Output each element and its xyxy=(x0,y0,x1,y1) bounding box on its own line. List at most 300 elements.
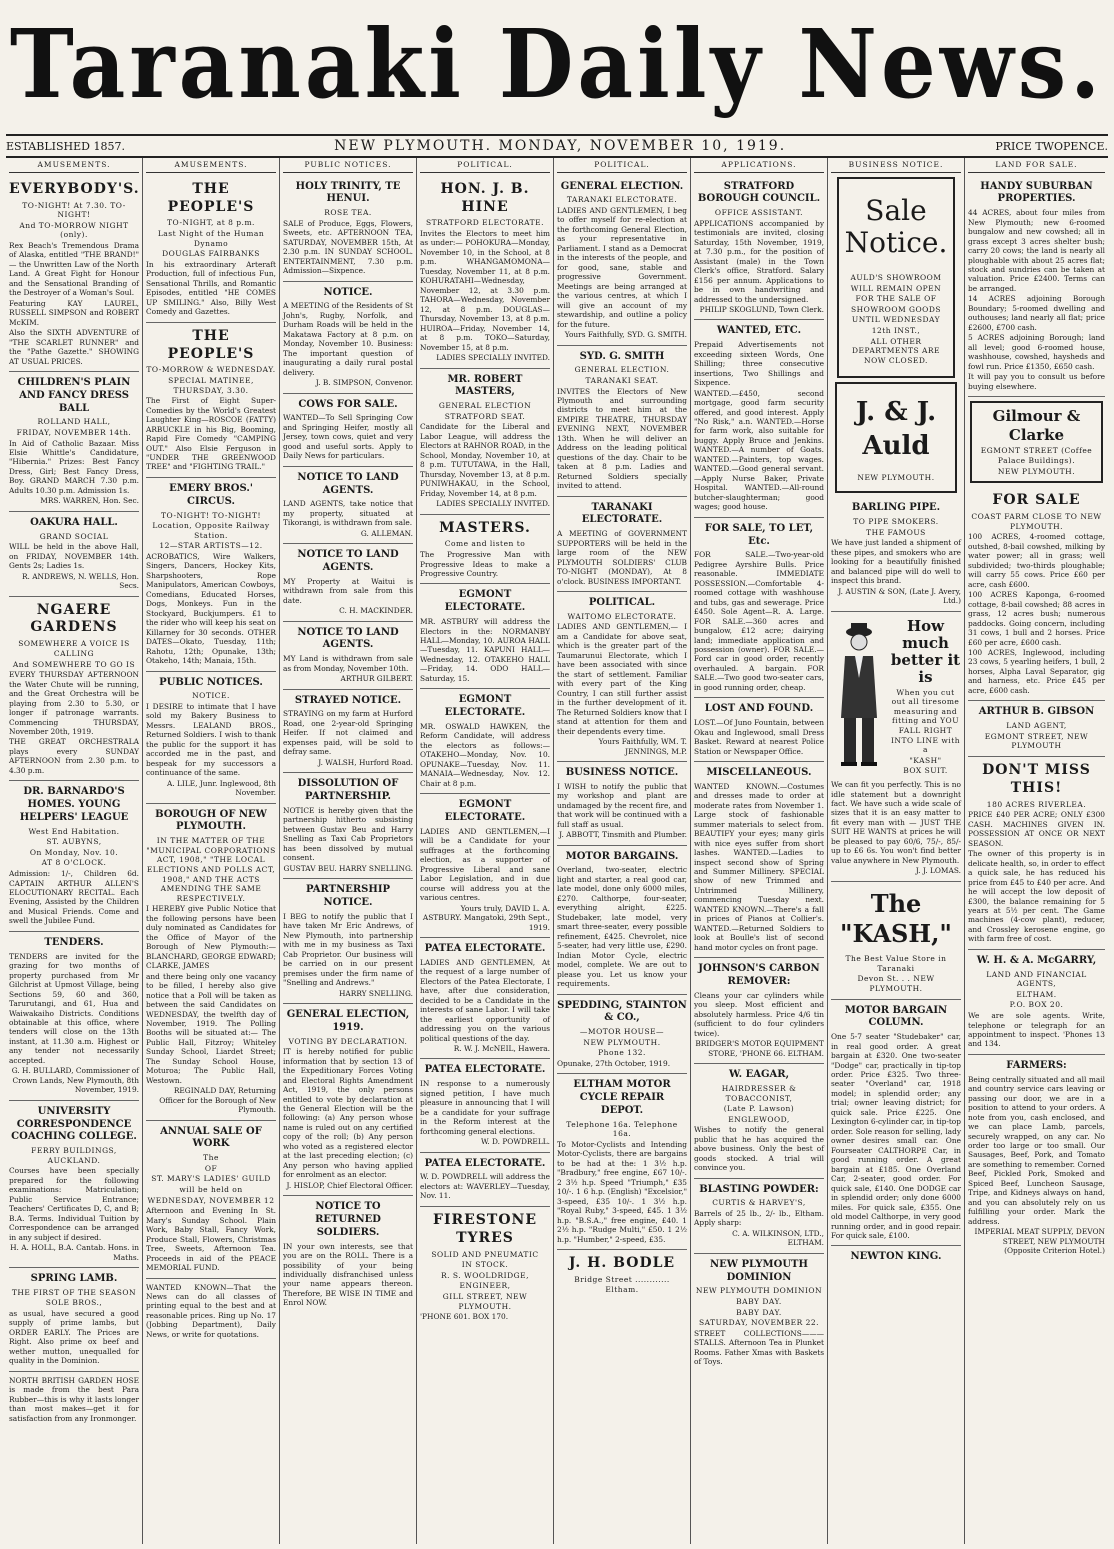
advert-body: NORTH BRITISH GARDEN HOSE is made from the best Para Rubber—this is why it lasts longer than most makes—get it for satisfaction from any Ironmonger. xyxy=(9,1375,139,1423)
advert-subhead: will be held on xyxy=(179,1185,243,1195)
advert-block xyxy=(420,689,550,794)
column-heading: POLITICAL. xyxy=(557,158,687,173)
advert-body: NOTICE is hereby given that the partnership hitherto subsisting between Gustav Beu and Harry Snelling as Taxi Cab Proprietors has been dissolved by mutual consent. xyxy=(283,805,413,863)
advert-title: PARTNERSHIP NOTICE. xyxy=(305,884,391,908)
column-5 xyxy=(554,158,691,1544)
advert-subhead: Devon St. . . NEW PLYMOUTH. xyxy=(857,974,935,993)
kash-line: BOX SUIT. xyxy=(903,766,948,776)
advert-block xyxy=(283,544,413,621)
advert-title: FARMERS: xyxy=(1006,1059,1067,1071)
advert-block xyxy=(283,773,413,879)
man-in-suit-illustration xyxy=(831,618,887,768)
advert-block xyxy=(146,1279,276,1345)
advert-subhead: SOMEWHERE A VOICE IS CALLING xyxy=(18,639,130,658)
advert-subhead: 12—STAR ARTISTS—12. xyxy=(159,541,263,551)
price-label: PRICE TWOPENCE. xyxy=(995,139,1108,153)
advert-title: ANNUAL SALE OF WORK xyxy=(160,1125,262,1150)
advert-subhead: FERRY BUILDINGS, AUCKLAND. xyxy=(31,1146,117,1165)
advert-subhead: WAITOMO ELECTORATE. xyxy=(567,611,677,621)
advert-title: NGAERE GARDENS xyxy=(30,601,118,636)
advert-block xyxy=(420,1153,550,1207)
advert-body: Featuring KAY LAUREL, RUSSELL SIMPSON and ROBERT McKIM. xyxy=(9,298,139,327)
advert-subhead: On Monday, Nov. 10. xyxy=(29,847,119,857)
advert-block xyxy=(557,762,687,846)
advert-block xyxy=(557,1250,687,1299)
advert-block xyxy=(146,672,276,804)
advert-body: ACROBATICS, Wire Walkers, Singers, Dancers, Hockey Kits, Sharpshooters, Rope Manipulators, American Cowboys, Comedians, Educated Horses, Dogs, Monkeys. Fun in the Stockyard, Buckjumpers. £1 to the rider who will keep his seat on Killarney for 30 seconds. OTHER DATES—Okato, Tuesday, 11th; Rahotu, 12th; Opunake, 13th; Otakeho, 14th; Manaia, 15th. xyxy=(146,551,276,666)
advert-block xyxy=(694,958,824,1064)
sale-notice-line: 12th INST., xyxy=(871,325,921,335)
advert-block xyxy=(831,882,961,1000)
advert-title: SPRING LAMB. xyxy=(30,1272,118,1284)
advert-body: The Progressive Man with Progressive Ideas to make a Progressive Country. xyxy=(420,550,550,578)
column-heading: BUSINESS NOTICE. xyxy=(831,158,961,173)
advert-signature: LADIES SPECIALLY INVITED. xyxy=(436,353,550,363)
newspaper-title: Taranaki Daily News. xyxy=(9,8,1105,120)
advert-subhead: BABY DAY. xyxy=(736,1307,782,1317)
advert-body: 100 ACRES, Inglewood, including 23 cows, 5 yearling heifers, 1 bull, 2 horses, Alpha Laval Separator, gig and harness, etc. Price £45 per acre, £600 cash. xyxy=(968,647,1105,695)
advert-title: NOTICE TO RETURNED SOLDIERS. xyxy=(315,1201,381,1238)
column-heading: POLITICAL. xyxy=(420,158,550,173)
kash-line: "KASH" xyxy=(909,755,942,765)
advert-title: EGMONT ELECTORATE. xyxy=(444,589,526,614)
advert-block xyxy=(283,176,413,282)
advert-subhead: COAST FARM CLOSE TO NEW PLYMOUTH. xyxy=(971,512,1102,531)
advert-subhead: LAND AGENT, xyxy=(1006,721,1067,731)
advert-title: JOHNSON'S CARBON REMOVER: xyxy=(698,963,820,988)
sale-notice-line: WILL REMAIN OPEN xyxy=(850,283,942,293)
advert-block xyxy=(694,762,824,958)
sale-notice-line: ALL OTHER DEPARTMENTS ARE NOW CLOSED. xyxy=(851,336,941,365)
advert-title: WANTED, ETC. xyxy=(716,325,802,337)
advert-block xyxy=(420,1207,550,1327)
advert-body: I HEREBY give Public Notice that the following persons have been duly nominated as Candidates for the Office of Mayor of the Borough of New Plymouth:— BLANCHARD, GEORGE EDWARD; CLARKE, JAMES xyxy=(146,904,276,971)
advert-body: APPLICATIONS accompanied by testimonials are invited, closing Saturday, 15th November, 1919, at 7.30 p.m., for the position of Assistant (male) in the Town Clerk's office, Stratford. Salary £156 per annum. Applications to be in own handwriting and addressed to the undersigned. xyxy=(694,218,824,304)
advert-block xyxy=(283,690,413,774)
advert-subhead: FRIDAY, NOVEMBER 14th. xyxy=(16,427,132,437)
advert-block xyxy=(9,1101,139,1268)
advert-block xyxy=(557,1074,687,1250)
advert-body: Overland, two-seater, electric light and starter, a real good car, late model, done only 6000 miles, £270. Calthorpe, four-seater, everything alright, £225. Studebaker, late model, very smart three-seater, every possible refinement, £425. Chevrolet, nice 5-seater, had very little use, £290. Indian Motor Cycle, electric model, complete. We are out to please you. Let us know your requirements. xyxy=(557,865,687,989)
advert-body: and there being only one vacancy to be filled, I hereby also give notice that a Poll will be taken as between the said Candidates on WEDNESDAY, the twelfth day of November, 1919. The Polling Booths will be situated at:— The Public Hall, Fitzroy; Whiteley Sunday School, Liardet Street; The Sunday School House, Moturoa; The Public Hall, Westown. xyxy=(146,971,276,1085)
kash-signature: J. J. LOMAS. xyxy=(915,866,961,876)
column-heading: APPLICATIONS. xyxy=(694,158,824,173)
advert-subhead: THE FAMOUS xyxy=(866,527,926,537)
advert-block xyxy=(831,1246,961,1270)
advert-block xyxy=(968,176,1105,398)
advert-body: TENDERS are invited for the grazing for two months of property purchased from Mr Gilchrist at Upmost Village, being Sections 59, 60 and 360, Tarurutangi, and 61, Hua and Waiwakaiho Districts. Conditions obtainable at this office, where tenders will close on the 13th instant, at 11.30 a.m. Highest or any tender not necessarily accepted. xyxy=(9,951,139,1065)
advert-body: Barrels of 25 lb., 2/- lb., Eltham. Apply sharp: xyxy=(694,1209,824,1228)
agent-line: NEW PLYMOUTH. xyxy=(997,466,1076,476)
advert-subhead: And TO-MORROW NIGHT (only). xyxy=(19,220,129,240)
column-7 xyxy=(828,158,965,1544)
advert-body: LADIES AND GENTLEMEN, At the request of a large number of Electors of the Patea Electorate, I have, after due consideration, decided to be a Candidate in the interests of sane Labor. I will take the earliest opportunity of addressing you on the various political questions of the day. xyxy=(420,957,550,1043)
advert-block xyxy=(694,176,824,321)
advert-block xyxy=(283,394,413,467)
advert-block xyxy=(283,1004,413,1196)
advert-signature: ARTHUR GILBERT. xyxy=(340,674,413,684)
advert-subhead: ROLLAND HALL, xyxy=(37,417,111,427)
advert-signature: MRS. WARREN, Hon. Sec. xyxy=(40,496,139,506)
advert-title: DR. BARNARDO'S HOMES. YOUNG HELPERS' LEAGUE xyxy=(19,786,129,823)
kash-row xyxy=(831,618,961,777)
advert-body: Invites the Electors to meet him as under:— POHOKURA—Monday, November 10, in the School, at 8 p.m. WHANGAMOMONA—Tuesday, November 11, at 8 p.m. KOHURATAHI—Wednesday, November 12, at 3.30 p.m. TAHORA—Wednesday, November 12, at 8 p.m. DOUGLAS—Thursday, November 13, at 8 p.m. HUIROA—Friday, November 14, at 8 p.m. TOKO—Saturday, November 15, at 8 p.m. xyxy=(420,229,550,352)
advert-title: PUBLIC NOTICES. xyxy=(159,676,263,688)
advert-body: Being centrally situated and all mail and country service cars leaving or passing our door, we are in a position to attend to your orders. A note from you, cash enclosed, and we can place Lamb, parcels, securely wrapped, on any car. No order too large or too small. Our Sausages, Beef, Pork, and Tomato are something to remember. Corned Beef, Pickled Pork, Smoked and Spiced Beef, Luncheon Sausage, Tripe, and Kidneys always on hand, and you can absolutely rely on us fulfilling your order. Mark the address. xyxy=(968,1074,1105,1226)
advert-block xyxy=(831,497,961,611)
sale-notice-box xyxy=(837,177,955,379)
advert-body: Also the SIXTH ADVENTURE of "THE SCARLET RUNNER" and the "Pathe Gazette." SHOWING AT USUAL PRICES. xyxy=(9,328,139,366)
advert-title: THE PEOPLE'S xyxy=(167,327,255,362)
advert-title: THE PEOPLE'S xyxy=(167,180,255,215)
advert-title: NOTICE. xyxy=(323,286,373,298)
sale-notice-line: AULD'S SHOWROOM xyxy=(850,272,942,282)
advert-title: J. & J. Auld xyxy=(855,397,937,461)
advert-signature: Yours Faithfully, SYD. G. SMITH. xyxy=(564,330,687,340)
advert-title: BOROUGH OF NEW PLYMOUTH. xyxy=(155,808,267,833)
advert-block xyxy=(9,512,139,597)
advert-body: 44 ACRES, about four miles from New Plymouth; new 6-roomed bungalow and new cowshed; all in grass except 3 acres shelter bush; carry 20 cows; the land is nearly all ploughable with about 25 acres flat; stock and sundries can be taken at valuation. Price £2400. Terms can be arranged. xyxy=(968,208,1105,293)
column-8 xyxy=(965,158,1108,1544)
advert-block xyxy=(420,369,550,515)
advert-subhead: Bridge Street ............ Eltham. xyxy=(574,1275,670,1294)
sale-notice-line: FOR THE SALE OF xyxy=(855,294,937,304)
advert-body: LADIES AND GENTLEMEN,—I will be a Candidate for your suffrages at the forthcoming election, as a supporter of Progressive Liberal and sane Labor Legislation, and in due course will address you at the various centres. xyxy=(420,826,550,903)
advert-title: STRATFORD BOROUGH COUNCIL. xyxy=(697,180,821,205)
advert-block xyxy=(420,1059,550,1152)
advert-title: LOST AND FOUND. xyxy=(704,703,814,715)
advert-subhead: P.O. BOX 20. xyxy=(1009,1000,1064,1010)
advert-block xyxy=(831,1000,961,1247)
advert-body: WANTED.—£450, second mortgage, good farm security offered, and good interest. Apply "No Risk," a.n. WANTED.—Horse for farm work, also suitable for buggy. Apply Bruce and Jenkins. WANTED.—A number of Goats. WANTED.—Painters, top wages. WANTED.—Good general servant.—Apply Nurse Baker, Private Hospital. WANTED.—All-round butcher-slaughterman; good wages; good house. xyxy=(694,388,824,512)
advert-body: Rex Beach's Tremendous Drama of Alaska, entitled "THE BRAND!" — the Unwritten Law of the North Land. A Great Fight for Honour and the Sensational Branding of the Destroyer of a Woman's Soul. xyxy=(9,240,139,298)
advert-subhead: The xyxy=(203,1153,219,1163)
advert-signature: PHILIP SKOGLUND, Town Clerk. xyxy=(699,305,824,314)
column-heading: AMUSEMENTS. xyxy=(9,158,139,173)
sale-notice-line: SHOWROOM GOODS xyxy=(851,304,941,314)
advert-subhead: GENERAL ELECTION xyxy=(438,401,532,411)
advert-block xyxy=(420,794,550,938)
advert-block xyxy=(146,323,276,478)
sale-notice-line: UNTIL WEDNESDAY xyxy=(851,315,941,325)
advert-title: POLITICAL. xyxy=(588,597,656,609)
advert-title: EGMONT ELECTORATE. xyxy=(444,694,526,719)
advert-subhead: ROSE TEA. xyxy=(324,208,372,218)
advert-block xyxy=(283,622,413,690)
advert-signature: Yours truly, DAVID L. A. ASTBURY. Mangatoki, 29th Sept., 1919. xyxy=(422,903,550,932)
advert-subhead: R. S. WOOLDRIDGE, xyxy=(440,1270,530,1280)
advert-title: COWS FOR SALE. xyxy=(298,398,398,410)
advert-subhead: IN STOCK. xyxy=(461,1260,509,1270)
advert-block xyxy=(420,938,550,1059)
advert-subhead: ST. MARY'S LADIES' GUILD xyxy=(151,1174,271,1184)
advert-subhead: THE FIRST OF THE SEASON xyxy=(11,1287,137,1297)
advert-block xyxy=(420,584,550,689)
advert-block xyxy=(146,478,276,672)
advert-title: NOTICE TO LAND AGENTS. xyxy=(297,471,399,496)
advert-block xyxy=(557,497,687,592)
advert-body: IN response to a numerously signed petition, I have much pleasure in announcing that I will be a candidate for your suffrage in the Reform interest at the forthcoming general elections. xyxy=(420,1079,550,1136)
advert-subhead: HAIRDRESSER & TOBACCONIST, xyxy=(721,1083,797,1103)
advert-block xyxy=(283,282,413,394)
advert-signature: A. LILE, Junr. Inglewood, 8th November. xyxy=(166,778,276,798)
advert-subhead: IN THE MATTER OF THE "MUNICIPAL CORPORATIONS ACT, 1908," "THE LOCAL ELECTIONS AND POLLS ACT, 1908," AND THE ACTS AMENDING THE SAME RESPECTIVELY. xyxy=(146,836,276,903)
column-6 xyxy=(691,158,828,1544)
advert-subhead: TO-NIGHT! TO-NIGHT! xyxy=(161,510,261,520)
advert-body: In his extraordinary Arteraft Production, full of infectious Fun, Sensational Thrills, and Romantic Episodes, entitled "HE COMES UP SMILING." Also, Billy West Comedy and Gazettes. xyxy=(146,259,276,317)
advert-body: LOST.—Of Juno Fountain, between Okau and Inglewood, small Dress Basket. Reward at nearest Police Station or Newspaper Office. xyxy=(694,718,824,756)
advert-subhead: OF xyxy=(204,1163,218,1173)
agent-box xyxy=(970,401,1103,483)
advert-body: We have just landed a shipment of these pipes, and smokers who are looking for a beautifully finished and balanced pipe will do well to inspect this brand. xyxy=(831,538,961,586)
advert-title: SPEDDING, STAINTON & CO., xyxy=(557,999,687,1024)
advert-signature: HARRY SNELLING. xyxy=(338,988,413,998)
issue-date: NEW PLYMOUTH. MONDAY, NOVEMBER 10, 1919. xyxy=(334,138,787,154)
advert-block xyxy=(694,698,824,762)
advert-signature: GUSTAV BEU. HARRY SNELLING. xyxy=(283,863,413,873)
advert-body: MY Property at Waitui is withdrawn from sale from this date. xyxy=(283,576,413,605)
advert-title: PATEA ELECTORATE. xyxy=(424,942,546,954)
advert-title: J. H. BODLE xyxy=(568,1255,676,1272)
advert-signature: C. H. MACKINDER. xyxy=(339,606,413,616)
agent-line: EGMONT STREET (Coffee Palace Buildings). xyxy=(980,446,1093,466)
advert-line: NEW PLYMOUTH. xyxy=(857,472,935,482)
advert-title: FOR SALE xyxy=(992,492,1081,509)
kash-text xyxy=(890,618,961,777)
advert-signature: Yours Faithfully, WM. T. JENNINGS, M.P. xyxy=(598,737,687,756)
advert-signature: J. WALSH, Hurford Road. xyxy=(318,757,413,767)
advert-body: MY Land is withdrawn from sale as from Monday, November 10th. xyxy=(283,654,413,673)
advert-body: SALE of Produce, Eggs, Flowers, Sweets, etc. AFTERNOON TEA, SATURDAY, NOVEMBER 15th, At 2.30 p.m. IN SUNDAY SCHOOL. ENTERTAINMENT, 7.30 p.m. Admission—Sixpence. xyxy=(283,218,413,276)
advert-title: TENDERS. xyxy=(44,936,104,948)
advert-subhead: CURTIS & HARVEY'S, xyxy=(712,1198,806,1208)
advert-signature: LADIES SPECIALLY INVITED. xyxy=(436,499,550,509)
advert-title: ARTHUR B. GIBSON xyxy=(978,706,1095,718)
advert-block xyxy=(968,950,1105,1055)
advert-signature: G. H. BULLARD, Commissioner of Crown Lands, New Plymouth, 8th November, 1919. xyxy=(11,1066,139,1095)
advert-title: MOTOR BARGAINS. xyxy=(565,850,679,862)
advert-title: HOLY TRINITY, TE HENUI. xyxy=(295,180,401,205)
advert-block xyxy=(694,1179,824,1254)
advert-title: UNIVERSITY CORRESPONDENCE COACHING COLLEGE. xyxy=(11,1105,137,1143)
advert-title: FOR SALE, TO LET, Etc. xyxy=(704,522,814,547)
advert-block xyxy=(968,757,1105,950)
advert-title: GENERAL ELECTION. xyxy=(560,180,684,192)
advert-subhead: LAND AND FINANCIAL AGENTS, xyxy=(986,969,1087,989)
advert-subhead: TO PIPE SMOKERS. xyxy=(853,517,939,527)
advert-title: BUSINESS NOTICE. xyxy=(565,767,679,779)
advert-body: 'PHONE 601. BOX 170. xyxy=(420,1312,509,1322)
kash-advert xyxy=(831,612,961,882)
advert-block xyxy=(694,320,824,517)
kash-line: When you cut out all tiresome measuring and fitting and YOU FALL RIGHT INTO LINE with a xyxy=(890,687,961,755)
advert-subhead: ENGINEER, xyxy=(459,1281,511,1291)
advert-block xyxy=(283,467,413,544)
advert-block xyxy=(146,176,276,323)
advert-title: MASTERS. xyxy=(439,519,531,536)
advert-body: MR. ASTBURY will address the Electors in the: NORMANBY HALL—Monday, 10. AUROA HALL—Tuesday, 11. KAPUNI HALL—Wednesday, 12. OTAKEHO HALL—Friday, 14. ODO HALL—Saturday, 15. xyxy=(420,617,550,683)
advert-subhead: SATURDAY, NOVEMBER 22. xyxy=(698,1318,820,1328)
advert-subhead: GRAND SOCIAL xyxy=(39,531,109,541)
advert-title: HON. J. B. HINE xyxy=(440,180,530,215)
agent-title: Gilmour & Clarke xyxy=(992,407,1081,445)
advert-signature: R. W. J. McNEIL, Hawera. xyxy=(453,1043,550,1053)
column-heading: LAND FOR SALE. xyxy=(968,158,1105,173)
columns xyxy=(6,158,1108,1544)
advert-subhead: VOTING BY DECLARATION. xyxy=(288,1036,408,1046)
advert-signature: BRIDGER'S MOTOR EQUIPMENT STORE, 'PHONE 66. ELTHAM. xyxy=(695,1039,824,1058)
advert-subhead: SOLE BROS., xyxy=(45,1298,103,1308)
advert-block xyxy=(968,1055,1105,1261)
advert-body: We are sole agents. Write, telephone or telegraph for an appointment to inspect. 'Phones 13 and 134. xyxy=(968,1011,1105,1049)
advert-block xyxy=(146,804,276,1121)
column-3 xyxy=(280,158,417,1544)
advert-subhead: SOLID AND PNEUMATIC xyxy=(431,1249,539,1259)
advert-body: WANTED KNOWN—That the News can do all classes of printing equal to the best and at reasonable prices. Ring up No. 17 (Jobbing Department), Daily News, or write for quotations. xyxy=(146,1282,276,1339)
advert-block xyxy=(146,1121,276,1279)
advert-block xyxy=(557,995,687,1075)
advert-body: WILL be held in the above Hall, on FRIDAY, NOVEMBER 14th. Gents 2s; Ladies 1s. xyxy=(9,542,139,571)
advert-subhead: STRATFORD SEAT. xyxy=(444,411,526,421)
advert-subhead: BABY DAY. xyxy=(736,1297,782,1307)
advert-block xyxy=(9,1372,139,1428)
advert-title: NOTICE TO LAND AGENTS. xyxy=(297,626,399,651)
advert-signature: R. ANDREWS, N. WELLS, Hon. Secs. xyxy=(21,571,139,591)
advert-subhead: West End Habitation. xyxy=(28,826,120,836)
advert-subhead: The Best Value Store in Taranaki xyxy=(845,954,947,973)
advert-body: 100 ACRES Kaponga, 6-roomed cottage, 8-bail cowshed; 88 acres in grass, 12 acres bush; numerous paddocks. Going concern, including 31 cows, 1 bull and 2 horses. Price £60 per acre, £600 cash. xyxy=(968,590,1105,647)
advert-body: LADIES AND GENTLEMEN, I beg to offer myself for re-election at the forthcoming General Election, as your representative in Parliament. I stand as a Democrat in the interests of the people, and for good, sane, stable and progressive Government. Meetings are being arranged at the various centres, at which I will give an account of my stewardship, and outline a policy for the future. xyxy=(557,205,687,329)
advert-title: DISSOLUTION OF PARTNERSHIP. xyxy=(297,778,399,803)
advert-box xyxy=(835,382,957,493)
advert-block xyxy=(9,372,139,512)
advert-subhead: ST. AUBYNS, xyxy=(46,837,102,847)
advert-subhead: AT 8 O'CLOCK. xyxy=(41,858,107,868)
advert-title: EMERY BROS.' CIRCUS. xyxy=(169,482,253,507)
advert-block xyxy=(557,176,687,346)
column-1 xyxy=(6,158,143,1544)
established-label: ESTABLISHED 1857. xyxy=(6,139,125,153)
advert-title: ELTHAM MOTOR CYCLE REPAIR DEPOT. xyxy=(573,1079,671,1116)
advert-subhead: Come and listen to xyxy=(444,539,526,549)
advert-title: NEW PLYMOUTH DOMINION xyxy=(710,1258,808,1283)
advert-title: EVERYBODY'S. xyxy=(9,180,140,197)
advert-subhead: 180 ACRES RIVERLEA. xyxy=(986,799,1087,809)
advert-block xyxy=(9,1268,139,1372)
advert-signature: G. ALLEMAN. xyxy=(360,528,413,538)
advert-body: PRICE £40 PER ACRE; ONLY £300 CASH. MACHINES GIVEN IN. POSSESSION AT ONCE OR NEXT SEASON. xyxy=(968,810,1105,848)
advert-block xyxy=(557,346,687,497)
advert-signature: REGINALD DAY, Returning Officer for the Borough of New Plymouth. xyxy=(159,1086,276,1115)
advert-block xyxy=(420,176,550,369)
advert-subhead: —MOTOR HOUSE— xyxy=(579,1027,665,1037)
advert-title: GENERAL ELECTION, 1919. xyxy=(286,1008,410,1033)
advert-block xyxy=(968,701,1105,757)
advert-title: W. EAGAR, xyxy=(728,1069,790,1081)
column-2 xyxy=(143,158,280,1544)
sale-notice-title: Sale Notice. xyxy=(844,193,948,259)
advert-subhead: TO-NIGHT! At 7.30. TO-NIGHT! xyxy=(22,200,126,220)
advert-body: One 5-7 seater "Studebaker" car, in real good order. A great bargain at £320. One two-seater "Dodge" car, practically in tip-top order. Price £325. Two three-seater "Overland" car, 1918 model; in splendid order; any trial; owner leaving district; for quick sale. Price £225. One Lexington 6-cylinder car, in tip-top order. Sole reason for selling, lady owner desires small car. One Fourseater CALTHORPE Car, in good running order. A great bargain at £185. One Overland Car, 2-seater, good order. For quick sale, £140. One DODGE car in splendid order; only done 6000 miles. For quick sale, £355. One old model Calthorpe, in very good running order, and in good repair. For quick sale, £100. xyxy=(831,1032,961,1240)
advert-title: MISCELLANEOUS. xyxy=(706,767,812,778)
advert-title: FIRESTONE TYRES xyxy=(433,1211,537,1246)
advert-body: STRAYING on my farm at Hurford Road, one 2-year-old Springing Heifer. If not claimed and expenses paid, will be sold to defray same. xyxy=(283,709,413,757)
advert-body: Admission: 1/-, Children 6d. CAPTAIN ARTHUR ALLEN'S ELOCUTIONARY RECITAL. Each Evening, Assisted by the Children and Musical Friends. Come and swell the Jubilee Fund. xyxy=(9,869,139,926)
advert-body: Cleans your car cylinders while you sleep. Most efficient and absolutely harmless. Price 4/6 tin (sufficient to do four cylinders twice). xyxy=(694,990,824,1038)
advert-subhead: ELTHAM. xyxy=(1016,989,1057,999)
advert-body: Courses have been specially prepared for the following examinations: Matriculation; Public Service Entrance; Teachers' Certificates D, C, and B; B.A. Terms. Individual Tuition by Correspondence can be arranged in any subject if desired. xyxy=(9,1166,139,1242)
advert-body: I DESIRE to intimate that I have sold my Bakery Business to Messrs. LEALAND BROS., Returned Soldiers. I wish to thank the public for the support it has accorded me in the past, and bespeak for my successors a continuance of the same. xyxy=(146,701,276,778)
advert-body: IT is hereby notified for public information that by section 13 of the Expeditionary Forces Voting and Electoral Rights Amendment Act, 1919, the only persons entitled to vote by declaration at the General Election will be the following: (a) Any person whose name is ruled out on any certified copy of the roll; (b) Any person who voted as a registered elector at the last preceding election; (c) Any person who having applied for enrolment as an elector. xyxy=(283,1047,413,1180)
advert-body: In Aid of Catholic Bazaar. Miss Elsie Whittle's Candidature, "Hibernia." Prizes: Best Fancy Dress, Girl; Best Fancy Dress, Boy. GRAND MARCH 7.30 p.m. Adults 10.30 p.m. Admission 1s. xyxy=(9,438,139,495)
advert-signature: IMPERIAL MEAT SUPPLY, DEVON STREET, NEW PLYMOUTH (Opposite Criterion Hotel.) xyxy=(974,1227,1105,1256)
advert-signature: H. A. HOLL, B.A. Cantab. Hons. in Maths. xyxy=(10,1243,139,1262)
advert-subhead: NEW PLYMOUTH DOMINION xyxy=(695,1286,823,1296)
advert-title: DON'T MISS THIS! xyxy=(982,761,1091,796)
advert-block xyxy=(9,781,139,932)
advert-body: STREET COLLECTIONS———STALLS. Afternoon Tea in Plunket Rooms. Father Xmas with Baskets of Toys. xyxy=(694,1328,824,1367)
advert-subhead: GENERAL ELECTION. xyxy=(574,365,670,375)
masthead xyxy=(0,0,1114,128)
advert-body: as usual, have secured a good supply of prime lambs, but ORDER EARLY. The Prices are Right. Also prime ox beef and wether mutton, unequalled for quality in the Dominion. xyxy=(9,1308,139,1366)
advert-body: MR. OSWALD HAWKEN, the Reform Candidate, will address the electors as follows:— OTAKEHO—Monday, Nov. 10. OPUNAKE—Tuesday, Nov. 11. MANAIA—Wednesday, Nov. 12. Chair at 8 p.m. xyxy=(420,721,550,788)
advert-signature: J. ABBOTT, Tinsmith and Plumber. xyxy=(559,830,687,840)
advert-body: Prepaid Advertisements not exceeding sixteen Words, One Shilling; three consecutive insertions, Two Shillings and Sixpence. xyxy=(694,340,824,388)
advert-subhead: EGMONT STREET, NEW PLYMOUTH xyxy=(984,731,1089,751)
advert-body: LAND AGENTS, take notice that my property, situated at Tikorangi, is withdrawn from sale. xyxy=(283,499,413,528)
advert-subhead: DOUGLAS FAIRBANKS xyxy=(162,249,260,259)
advert-title: OAKURA HALL. xyxy=(30,516,118,528)
advert-body: 14 ACRES adjoining Borough Boundary; 5-roomed dwelling and outhouses; land nearly all flat; price £2600, £700 cash. xyxy=(968,294,1105,332)
column-4 xyxy=(417,158,554,1544)
advert-title: SYD. G. SMITH xyxy=(579,350,665,362)
advert-subhead: STRATFORD ELECTORATE. xyxy=(425,218,545,228)
advert-signature: J. HISLOP, Chief Electoral Officer. xyxy=(286,1180,413,1190)
advert-body: IN your own interests, see that you are on the ROLL. There is a possibility of your being individually disfranchised unless your name appears thereon. Therefore, BE WISE IN TIME and Enrol NOW. xyxy=(283,1241,413,1308)
advert-body: THE GREAT ORCHESTRALA plays every SUNDAY AFTERNOON from 2.30 p.m. to 4.30 p.m. xyxy=(9,737,139,775)
advert-title: CHILDREN'S PLAIN AND FANCY DRESS BALL xyxy=(17,376,131,414)
advert-body: I BEG to notify the public that I have taken Mr Eric Andrews, of New Plymouth, into partnership with me in my business as Taxi Cab Proprietor. Our business will be carried on in our present premises under the firm name of "Snelling and Andrews." xyxy=(283,911,413,988)
advert-body: Candidate for the Liberal and Labor League, will address the Electors at RAHNOR ROAD, in the School, Monday, November 10, at 8 p.m. TUTUTAWA, in the Hall, Thursday, November 13, at 8 p.m. PUNIWHAKAU, in the School, Friday, November 14, at 8 p.m. xyxy=(420,422,550,498)
advert-signature: J. AUSTIN & SON, (Late J. Avery, Ltd.) xyxy=(838,586,961,606)
advert-block xyxy=(694,1254,824,1372)
kash-headline: How much better it is xyxy=(890,616,961,687)
advert-subhead: Last Night of the Human Dynamo xyxy=(157,229,265,248)
advert-subhead: Phone 132. xyxy=(598,1048,646,1058)
advert-subhead: (Late P. Lawson) xyxy=(723,1104,795,1114)
advert-body: W. D. POWDRELL will address the electors at: WAVERLEY—Tuesday, Nov. 11. xyxy=(420,1172,550,1201)
advert-subhead: TO-MORROW & WEDNESDAY. xyxy=(146,365,276,375)
advert-title: HANDY SUBURBAN PROPERTIES. xyxy=(980,180,1093,205)
advert-body: The owner of this property is in delicate health, so, in order to effect a quick sale, he has reduced his price from £45 to £40 per acre. And he will accept the low deposit of £300, the balance remaining for 5 years at 5½ per cent. The Game machines (4-cow plant), reducer, and Crossley kerosene engine, go with farm free of cost. xyxy=(968,849,1105,944)
advert-block xyxy=(420,515,550,585)
advert-subhead: SPECIAL MATINEE, THURSDAY, 3.30. xyxy=(168,376,254,395)
advert-title: BLASTING POWDER: xyxy=(699,1183,819,1195)
advert-signature: W. D. POWDRELL. xyxy=(480,1137,550,1147)
advert-body: It will pay you to consult us before buying elsewhere. xyxy=(968,372,1105,391)
advert-block xyxy=(557,846,687,995)
advert-body: WANTED—To Sell Springing Cow and Springing Heifer, mostly all Jersey, town cows, quiet and very good and useful sorts. Apply to Daily News for particulars. xyxy=(283,413,413,461)
advert-body: INVITES the Electors of New Plymouth and surrounding districts to meet him at the EMPIRE THEATRE, THURSDAY EVENING NEXT, NOVEMBER 13th. When he will deliver an Address on the leading political questions of the day. Chair to be taken at 8 p.m. Ladies and Returned Soldiers specially invited to attend. xyxy=(557,386,687,491)
advert-body: Afternoon and Evening In St. Mary's Sunday School. Plain Work, Baby Stall, Fancy Work, Produce Stall, Flowers, Christmas Tree, Sweets, Afternoon Tea. Proceeds in aid of the PEACE MEMORIAL FUND. xyxy=(146,1206,276,1273)
advert-subhead: WEDNESDAY, NOVEMBER 12 xyxy=(147,1195,275,1205)
advert-title: BARLING PIPE. xyxy=(851,502,941,514)
advert-body: To Motor-Cyclists and Intending Motor-Cyclists, there are bargains to be had at the: 1 3½ h.p. "Bradbury," free engine, £67 10/-. 2 3½ h.p. Speed "Triumph," £35 10/-. 1 6 h.p. (English) "Excelsior," 3-speed, £35 10/-. 1 3½ h.p. "Royal Ruby," 3-speed, £45. 1 3½ h.p. "B.S.A.," free engine, £40. 1 2½ h.p. "Rudge Multi," £50. 1 2½ h.p. "Humber," 2-speed, £35. xyxy=(557,1139,687,1244)
advert-body: A MEETING of GOVERNMENT SUPPORTERS will be held in the large room of the NEW PLYMOUTH SOLDIERS' CLUB TO-NIGHT (MONDAY), At 8 o'clock. BUSINESS IMPORTANT. xyxy=(557,529,687,586)
advert-title: W. H. & A. McGARRY, xyxy=(976,954,1097,966)
advert-title: PATEA ELECTORATE. xyxy=(424,1157,546,1169)
advert-subhead: NEW PLYMOUTH. xyxy=(583,1037,661,1047)
